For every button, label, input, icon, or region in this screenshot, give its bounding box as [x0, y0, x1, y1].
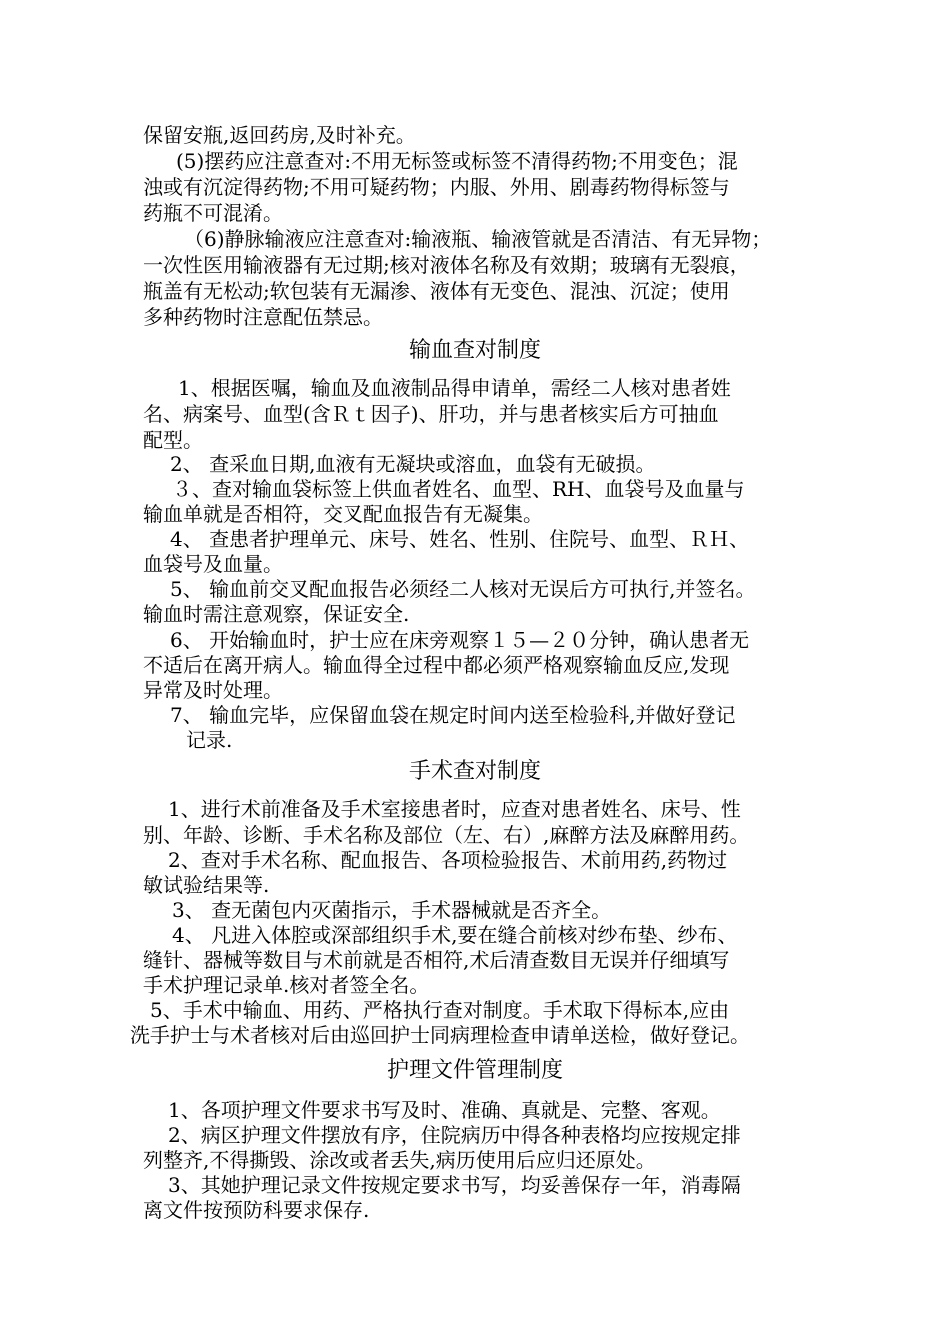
paragraph-line: 一次性医用输液器有无过期;核对液体名称及有效期；玻璃有无裂痕，	[143, 253, 750, 277]
paragraph-line: 血袋号及血量。	[143, 552, 283, 576]
paragraph-line: 4、 凡进入体腔或深部组织手术,要在缝合前核对纱布垫、纱布、	[172, 923, 738, 947]
section-title: 输血查对制度	[408, 338, 541, 363]
paragraph-line: 配型。	[143, 428, 203, 452]
paragraph-line: 瓶盖有无松动;软包装有无漏渗、液体有无变色、混浊、沉淀；使用	[143, 279, 730, 303]
paragraph-line: 3、其她护理记录文件按规定要求书写，均妥善保存一年，消毒隔	[168, 1173, 741, 1197]
section-title: 手术查对制度	[408, 759, 541, 784]
paragraph-line: 列整齐,不得撕毁、涂改或者丢失,病历使用后应归还原处。	[143, 1148, 656, 1172]
paragraph-line: 名、病案号、血型(含Ｒｔ因子)、肝功，并与患者核实后方可抽血	[143, 402, 719, 426]
paragraph-line: 2、 查采血日期,血液有无凝块或溶血，血袋有无破损。	[170, 452, 656, 476]
paragraph-line: 5、 输血前交叉配血报告必须经二人核对无误后方可执行,并签名。	[170, 577, 756, 601]
paragraph-line: （6)静脉输液应注意查对:输液瓶、输液管就是否清洁、有无异物；	[184, 227, 772, 251]
paragraph-line: 1、根据医嘱，输血及血液制品得申请单，需经二人核对患者姓	[178, 376, 731, 400]
paragraph-line: 6、 开始输血时，护士应在床旁观察１５—２０分钟，确认患者无	[170, 628, 750, 652]
paragraph-line: 1、进行术前准备及手术室接患者时，应查对患者姓名、床号、性	[168, 797, 741, 821]
paragraph-line: 敏试验结果等.	[143, 873, 270, 897]
paragraph-line: 3、 查无菌包内灭菌指示，手术器械就是否齐全。	[172, 898, 612, 922]
paragraph-line: 洗手护士与术者核对后由巡回护士同病理检查申请单送检，做好登记。	[130, 1023, 750, 1047]
paragraph-line: 离文件按预防科要求保存.	[143, 1198, 370, 1222]
paragraph-line: 保留安瓶,返回药房,及时补充。	[143, 123, 416, 147]
paragraph-line: 浊或有沉淀得药物;不用可疑药物；内服、外用、剧毒药物得标签与	[143, 175, 730, 199]
paragraph-line: 不适后在离开病人。输血得全过程中都必须严格观察输血反应,发现	[143, 653, 730, 677]
paragraph-line: 缝针、器械等数目与术前就是否相符,术后清查数目无误并仔细填写	[143, 948, 730, 972]
paragraph-line: 2、查对手术名称、配血报告、各项检验报告、术前用药,药物过	[168, 848, 728, 872]
paragraph-line: ３、查对输血袋标签上供血者姓名、血型、RH、血袋号及血量与	[172, 477, 745, 501]
paragraph-line: 1、各项护理文件要求书写及时、准确、真就是、完整、客观。	[168, 1098, 721, 1122]
paragraph-line: 4、 查患者护理单元、床号、姓名、性别、住院号、血型、ＲＨ、	[170, 527, 750, 551]
paragraph-line: 记录.	[186, 728, 233, 752]
paragraph-line: 2、病区护理文件摆放有序，住院病历中得各种表格均应按规定排	[168, 1123, 741, 1147]
paragraph-line: 异常及时处理。	[143, 678, 283, 702]
paragraph-line: 5、手术中输血、用药、严格执行查对制度。手术取下得标本,应由	[150, 998, 730, 1022]
paragraph-line: 7、 输血完毕，应保留血袋在规定时间内送至检验科,并做好登记	[170, 703, 736, 727]
paragraph-line: 输血单就是否相符，交叉配血报告有无凝集。	[143, 502, 543, 526]
paragraph-line: 手术护理记录单.核对者签全名。	[143, 973, 430, 997]
paragraph-line: 多种药物时注意配伍禁忌。	[143, 305, 383, 329]
paragraph-line: 药瓶不可混淆。	[143, 201, 283, 225]
paragraph-line: 输血时需注意观察，保证安全.	[143, 602, 410, 626]
section-title: 护理文件管理制度	[386, 1058, 563, 1083]
paragraph-line: 别、年龄、诊断、手术名称及部位（左、右）,麻醉方法及麻醉用药。	[143, 823, 750, 847]
paragraph-line: (5)摆药应注意查对:不用无标签或标签不清得药物;不用变色；混	[176, 149, 738, 173]
